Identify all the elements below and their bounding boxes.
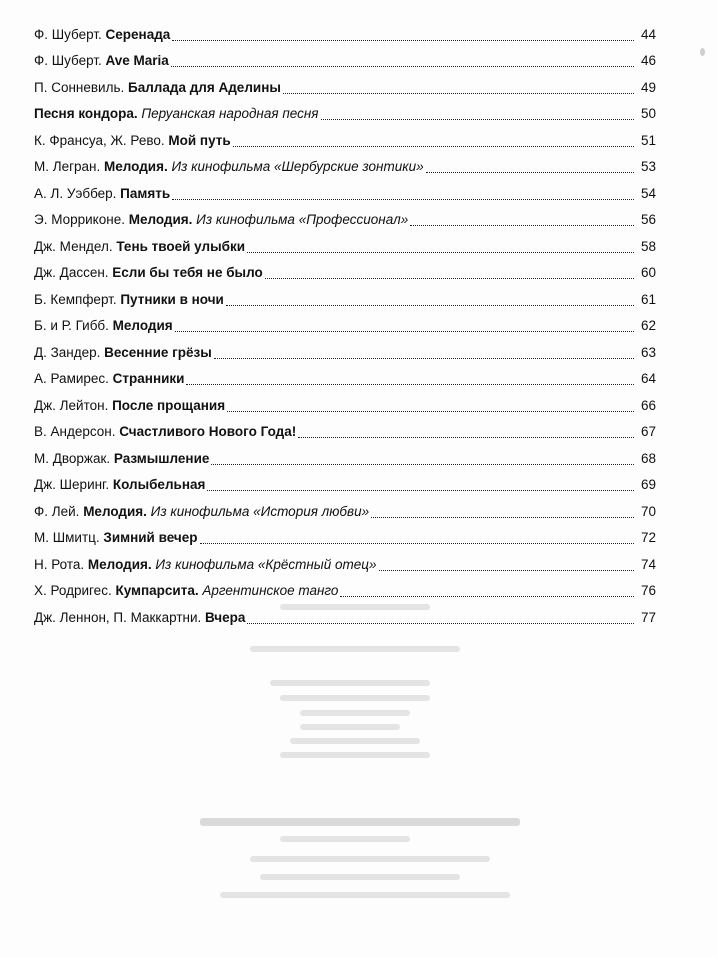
toc-composer: Х. Родригес.	[34, 583, 116, 598]
toc-composer: Дж. Мендел.	[34, 238, 117, 254]
toc-title: Тень твоей улыбки	[116, 238, 246, 254]
toc-leader-dots	[200, 542, 635, 544]
toc-title: Мелодия.	[87, 556, 152, 572]
toc-leader-dots	[247, 622, 634, 624]
toc-leader-dots	[410, 224, 634, 226]
toc-entry	[34, 469, 656, 496]
toc-title: Странники	[112, 371, 185, 386]
toc-page-number: 54	[640, 185, 656, 201]
toc-leader-dots	[265, 277, 634, 279]
toc-entry	[34, 177, 656, 204]
toc-composer: Н. Рота.	[34, 556, 88, 572]
toc-entry	[34, 98, 656, 125]
toc-composer: А. Л. Уэббер.	[34, 185, 121, 201]
toc-page-number: 60	[640, 265, 656, 280]
toc-composer: Б. и Р. Гибб.	[34, 318, 113, 333]
toc-entry-text	[34, 212, 408, 230]
toc-entry	[34, 71, 656, 98]
toc-composer: Э. Морриконе.	[34, 212, 129, 227]
toc-leader-dots	[211, 463, 634, 465]
toc-page-number: 66	[640, 397, 656, 413]
toc-leader-dots	[171, 65, 634, 67]
toc-entry-text	[34, 265, 263, 283]
toc-entry-text	[34, 557, 377, 575]
toc-composer: Д. Зандер.	[34, 344, 105, 360]
toc-entry	[34, 548, 656, 575]
toc-leader-dots	[175, 330, 634, 332]
toc-entry-text	[34, 371, 184, 389]
toc-entry-text	[34, 133, 231, 151]
toc-title: Баллада для Аделины	[128, 79, 281, 95]
toc-page-number: 50	[640, 106, 656, 121]
toc-title: Память	[120, 185, 171, 201]
toc-page-number: 49	[640, 79, 656, 95]
toc-page-number: 61	[640, 291, 656, 307]
toc-leader-dots	[283, 92, 634, 94]
toc-title: Мой путь	[168, 132, 231, 148]
toc-note: Из кинофильма «Профессионал»	[192, 212, 409, 227]
toc-leader-dots	[247, 251, 634, 253]
toc-composer: В. Андерсон.	[34, 424, 120, 439]
toc-page-number: 62	[640, 318, 656, 333]
toc-page-number: 53	[640, 159, 656, 174]
toc-entry-text	[34, 239, 245, 257]
toc-page-number: 72	[640, 530, 656, 545]
toc-leader-dots	[298, 436, 634, 438]
toc-title: Мелодия.	[128, 212, 193, 227]
toc-composer: М. Легран.	[34, 159, 105, 174]
toc-entry-text	[34, 398, 225, 416]
toc-leader-dots	[340, 595, 634, 597]
toc-page-number: 64	[640, 371, 656, 386]
toc-composer: Б. Кемпферт.	[34, 291, 121, 307]
toc-entry-text	[34, 106, 319, 124]
toc-leader-dots	[214, 357, 634, 359]
toc-composer: Ф. Шуберт.	[34, 26, 106, 42]
toc-entry	[34, 283, 656, 310]
toc-title: Мелодия.	[104, 159, 168, 174]
toc-leader-dots	[207, 489, 634, 491]
toc-page-number: 63	[640, 344, 656, 360]
toc-title: Зимний вечер	[103, 530, 198, 545]
toc-entry	[34, 18, 656, 45]
toc-entry-text	[34, 477, 205, 495]
toc-leader-dots	[226, 304, 634, 306]
toc-entry-text	[34, 451, 209, 469]
toc-leader-dots	[186, 383, 634, 385]
toc-note: Из кинофильма «История любви»	[146, 503, 370, 519]
toc-note: Перуанская народная песня	[137, 106, 319, 121]
toc-leader-dots	[172, 198, 634, 200]
toc-entry	[34, 124, 656, 151]
toc-entry	[34, 442, 656, 469]
toc-title: Путники в ночи	[120, 291, 224, 307]
toc-leader-dots	[321, 118, 635, 120]
toc-note: Из кинофильма «Крёстный отец»	[151, 556, 377, 572]
toc-title: Песня кондора.	[34, 106, 138, 121]
toc-leader-dots	[426, 171, 634, 173]
toc-entry	[34, 310, 656, 337]
toc-composer: Ф. Лей.	[34, 503, 84, 519]
toc-entry	[34, 363, 656, 390]
toc-entry-text	[34, 80, 281, 98]
toc-page-number: 76	[640, 583, 656, 598]
toc-composer: К. Франсуа, Ж. Рево.	[34, 132, 169, 148]
toc-title: Размышление	[113, 450, 210, 466]
toc-page-number: 67	[640, 424, 656, 439]
toc-title: Вчера	[205, 609, 246, 625]
toc-entry	[34, 151, 656, 178]
toc-entry	[34, 45, 656, 72]
toc-entry-text	[34, 53, 169, 71]
toc-entry	[34, 601, 656, 628]
toc-page-number: 44	[640, 26, 656, 42]
toc-page-number: 69	[640, 477, 656, 492]
toc-page-number: 68	[640, 450, 656, 466]
toc-entry	[34, 336, 656, 363]
toc-entry-text	[34, 610, 245, 628]
toc-entry-text	[34, 159, 424, 177]
toc-entry	[34, 575, 656, 602]
toc-entry-text	[34, 27, 170, 45]
toc-page-number: 58	[640, 238, 656, 254]
toc-entry-text	[34, 530, 198, 548]
toc-leader-dots	[172, 39, 634, 41]
toc-composer: М. Шмитц.	[34, 530, 104, 545]
table-of-contents	[34, 18, 656, 628]
toc-entry	[34, 416, 656, 443]
toc-entry	[34, 230, 656, 257]
toc-composer: Ф. Шуберт.	[34, 53, 106, 68]
toc-page-number: 77	[640, 609, 656, 625]
toc-entry	[34, 522, 656, 549]
toc-entry-text	[34, 292, 224, 310]
toc-entry-text	[34, 186, 170, 204]
toc-leader-dots	[233, 145, 634, 147]
page-speck	[700, 48, 705, 56]
toc-note: Из кинофильма «Шербурские зонтики»	[167, 159, 424, 174]
toc-entry-text	[34, 318, 173, 336]
toc-page-number: 46	[640, 53, 656, 68]
toc-page-number: 74	[640, 556, 656, 572]
toc-leader-dots	[227, 410, 634, 412]
toc-composer: Дж. Дассен.	[34, 265, 113, 280]
toc-page-number: 51	[640, 132, 656, 148]
toc-composer: Дж. Лейтон.	[34, 397, 113, 413]
toc-leader-dots	[379, 569, 635, 571]
toc-leader-dots	[371, 516, 634, 518]
toc-title: Если бы тебя не было	[112, 265, 263, 280]
toc-title: Весенние грёзы	[104, 344, 212, 360]
toc-title: После прощания	[112, 397, 226, 413]
toc-entry-text	[34, 504, 369, 522]
toc-title: Мелодия	[112, 318, 173, 333]
toc-page-number: 70	[640, 503, 656, 519]
toc-entry-text	[34, 583, 338, 601]
toc-entry-text	[34, 424, 296, 442]
toc-entry	[34, 204, 656, 231]
toc-title: Серенада	[105, 26, 171, 42]
toc-entry	[34, 389, 656, 416]
toc-composer: П. Сонневиль.	[34, 79, 129, 95]
toc-composer: Дж. Шеринг.	[34, 477, 113, 492]
toc-title: Ave Maria	[105, 53, 169, 68]
toc-title: Колыбельная	[112, 477, 206, 492]
toc-entry-text	[34, 345, 212, 363]
toc-title: Кумпарсита.	[115, 583, 199, 598]
toc-entry	[34, 257, 656, 284]
toc-title: Счастливого Нового Года!	[119, 424, 297, 439]
toc-entry	[34, 495, 656, 522]
toc-composer: А. Рамирес.	[34, 371, 113, 386]
toc-composer: Дж. Леннон, П. Маккартни.	[34, 609, 206, 625]
toc-title: Мелодия.	[83, 503, 147, 519]
toc-composer: М. Дворжак.	[34, 450, 114, 466]
toc-page-number: 56	[640, 212, 656, 227]
toc-note: Аргентинское танго	[198, 583, 339, 598]
